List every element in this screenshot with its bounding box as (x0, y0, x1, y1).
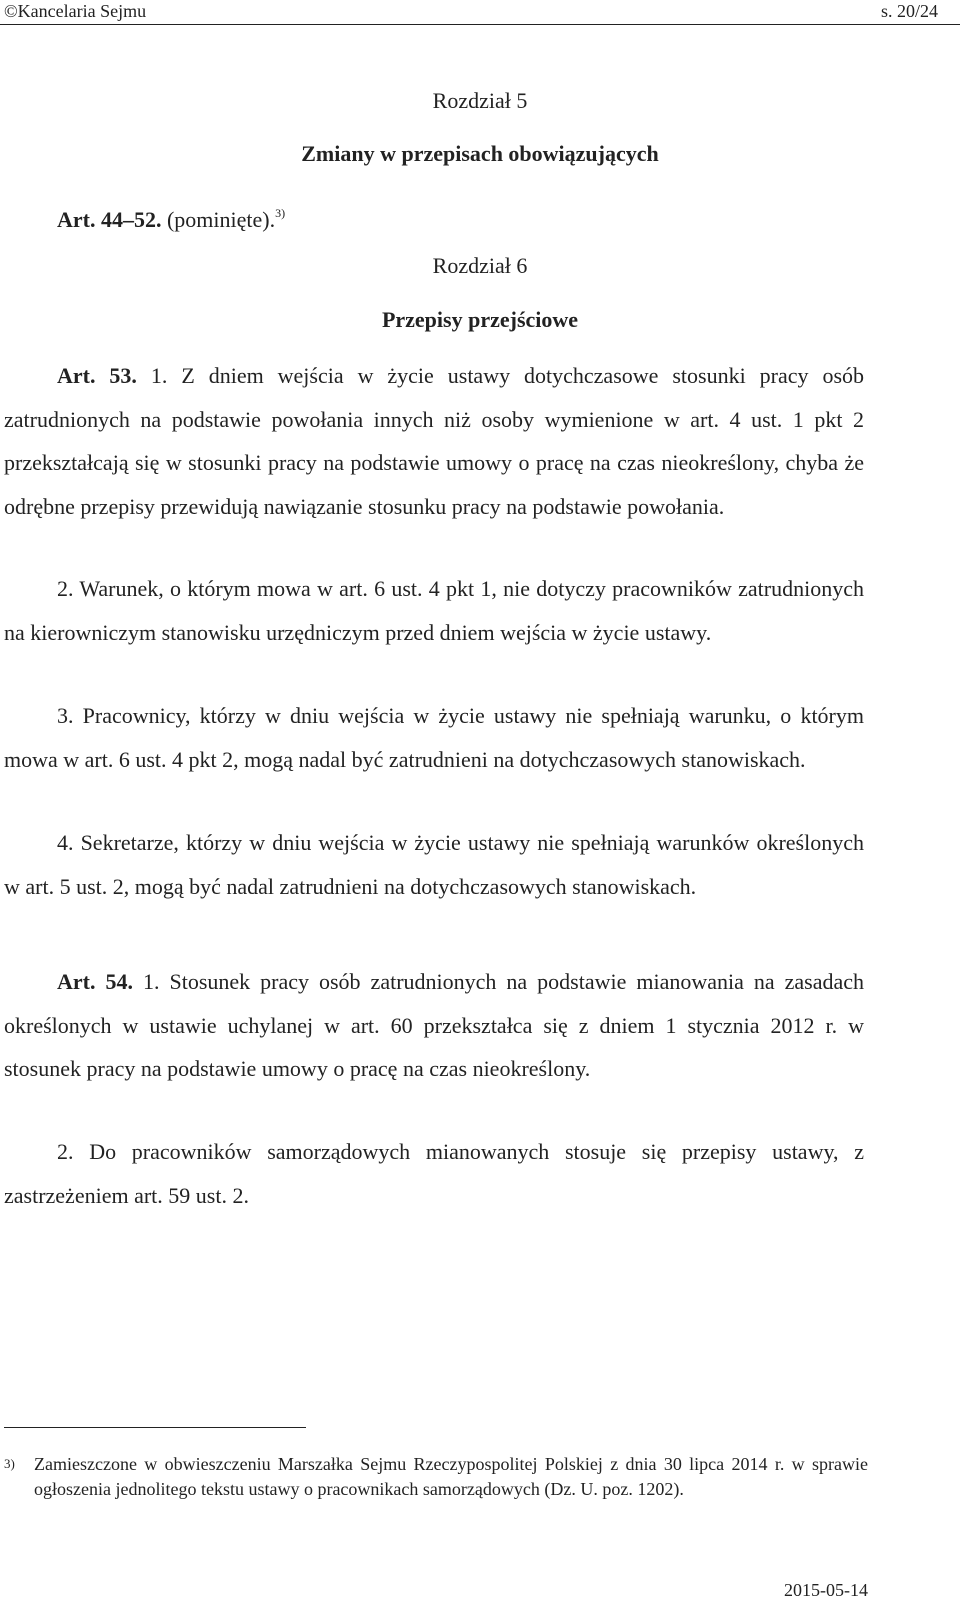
footnote-divider (4, 1427, 306, 1428)
footnote-mark: 3) (4, 1456, 15, 1471)
article-53-paragraph-4: 4. Sekretarze, którzy w dniu wejścia w życie ustawy nie spełniają warunków określonych w art. 5 ust. 2, mogą być nadal zatrudnieni na dotychczasowych stanowiskach. (4, 830, 864, 899)
article-44-52-number: Art. 44–52. (57, 207, 162, 232)
chapter-6-label: Rozdział 6 (432, 253, 528, 278)
article-53-paragraph-2: 2. Warunek, o którym mowa w art. 6 ust. 4 pkt 1, nie dotyczy pracowników zatrudnionych na kierowniczym stanowisku urzędniczym przed dniem wejścia w życie ustawy. (4, 576, 864, 645)
article-53-paragraph-3: 3. Pracownicy, którzy w dniu wejścia w życie ustawy nie spełniają warunku, o którym mowa w art. 6 ust. 4 pkt 2, mogą nadal być zatrudnieni na dotychczasowych stanowiskach. (4, 703, 864, 772)
article-54-number: Art. 54. (57, 969, 133, 994)
article-53-number: Art. 53. (57, 363, 137, 388)
footnote-ref: 3) (275, 206, 286, 220)
copyright-label: ©Kancelaria Sejmu (4, 1, 147, 21)
document-date: 2015-05-14 (784, 1580, 868, 1600)
chapter-5-title: Zmiany w przepisach obowiązujących (301, 141, 659, 166)
article-44-52 (57, 199, 285, 234)
article-54-paragraph-2: 2. Do pracowników samorządowych mianowanych stosuje się przepisy ustawy, z zastrzeżeniem art. 59 ust. 2. (4, 1139, 864, 1208)
article-44-52-text: (pominięte). (161, 207, 276, 232)
header-divider (0, 24, 960, 25)
article-53-paragraph-1: Art. 53. 1. Z dniem wejścia w życie ustawy dotychczasowe stosunki pracy osób zatrudnionych na podstawie powołania innych niż osoby wymienione w art. 4 ust. 1 pkt 2 przekształcają się w stosunki pracy na podstawie umowy o pracę na czas nieokreślony, chyba że odrębne przepisy przewidują nawiązanie stosunku pracy na podstawie powołania. (4, 363, 865, 519)
chapter-5-label: Rozdział 5 (432, 88, 528, 113)
chapter-6-title: Przepisy przejściowe (381, 307, 579, 332)
article-54-paragraph-1: Art. 54. 1. Stosunek pracy osób zatrudnionych na podstawie mianowania na zasadach określonych w ustawie uchylanej w art. 60 przekształca się z dniem 1 stycznia 2012 r. w stosunek pracy na podstawie umowy o pracę na czas nieokreślony. (4, 969, 865, 1081)
footnote-text: Zamieszczone w obwieszczeniu Marszałka Sejmu Rzeczypospolitej Polskiej z dnia 30 lipca 2014 r. w sprawie ogłoszenia jednolitego tekstu ustawy o pracownikach samorządowych (Dz. U. poz. 1202). (34, 1454, 868, 1499)
page-number: s. 20/24 (880, 1, 938, 21)
page-header (0, 0, 960, 22)
